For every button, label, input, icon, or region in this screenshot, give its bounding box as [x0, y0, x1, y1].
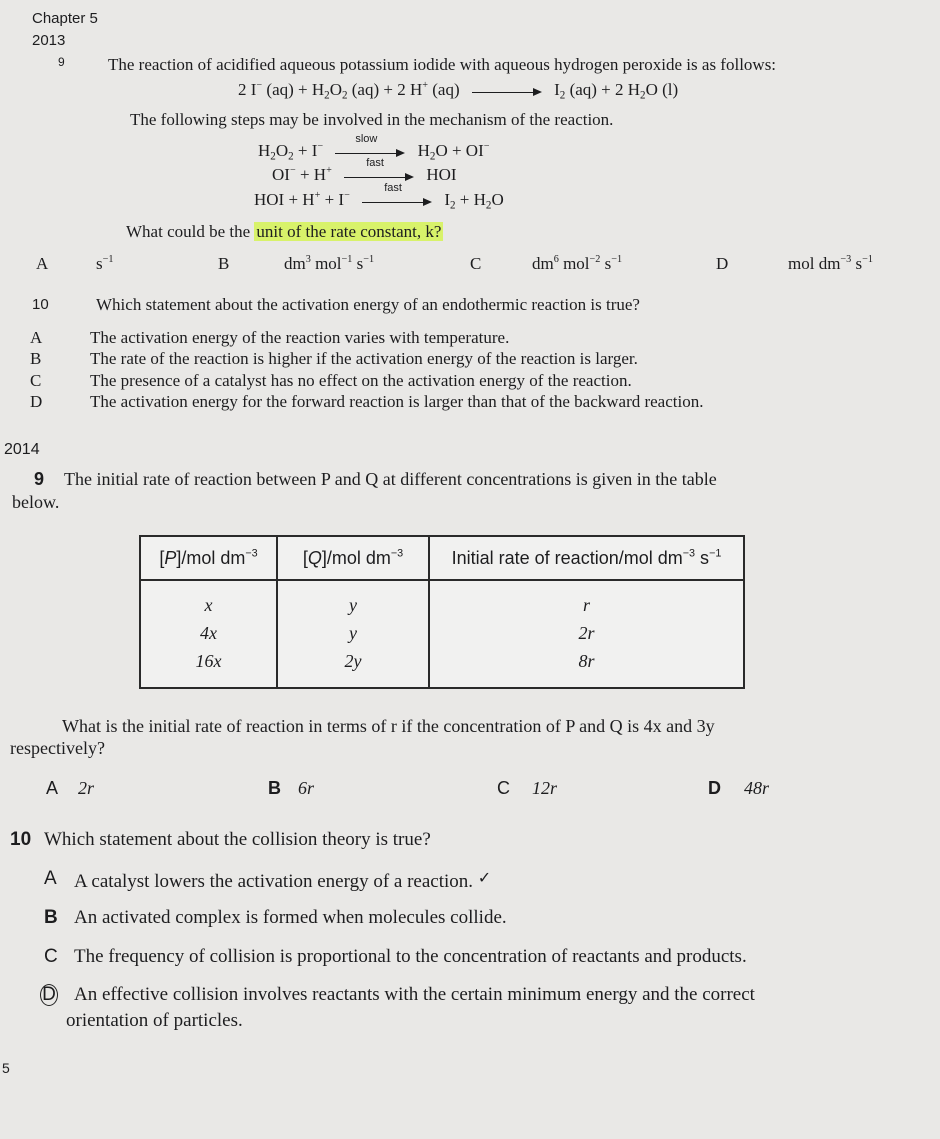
option-c-unit: $dm^6$ mol$^{-2}$ $s^{-1}$ [532, 253, 623, 273]
option-b-text: An activated complex is formed when molecules collide. [74, 907, 507, 928]
option-c-text: 12r [532, 778, 558, 798]
option-letter-a: A [36, 254, 49, 273]
table-cell: x [204, 595, 213, 615]
header-q: [Q]/mol $dm^{-3}$ [277, 536, 429, 580]
mechanism-step-3: HOI + H+ + I− fast $I_2 + H_2O$ [254, 182, 504, 212]
option-letter-c: C [44, 946, 58, 967]
year-2014-heading: 2014 [4, 441, 40, 458]
option-d-unit: mol $dm^{-3}$ $s^{-1}$ [788, 253, 873, 273]
q2014-10-number: 10 [10, 829, 32, 850]
p-column [140, 580, 277, 688]
option-d-text: The activation energy for the forward reaction is larger than that of the backward reaction. [90, 392, 704, 411]
option-letter-b: B [30, 349, 42, 368]
option-a-text: 2r [78, 778, 95, 798]
table-cell: y [349, 595, 357, 615]
header-rate: Initial rate of reaction/mol $dm^{-3}$ $s^{-1}$ [429, 536, 744, 580]
option-b-unit: $dm^3$ mol$^{-1}$ $s^{-1}$ [284, 253, 375, 273]
option-letter-b: B [44, 907, 58, 928]
option-letter-d: D [716, 254, 729, 273]
chapter-heading: Chapter 5 [32, 10, 98, 27]
option-letter-a: A [46, 778, 59, 798]
highlighted-text: unit of the rate constant, k? [256, 222, 442, 241]
arrow-icon [472, 84, 542, 98]
year-2013-heading: 2013 [32, 32, 66, 49]
option-d-text-continued: orientation of particles. [66, 1010, 243, 1031]
option-letter-b: B [268, 778, 281, 798]
option-letter-c: C [497, 778, 510, 798]
option-letter-d: D [30, 392, 43, 411]
option-letter-b: B [218, 254, 230, 273]
rate-table [139, 535, 745, 689]
option-b-text: The rate of the reaction is higher if the activation energy of the reaction is larger. [90, 349, 638, 368]
option-letter-c: C [470, 254, 482, 273]
slow-label: slow [355, 133, 378, 146]
option-letter-c: C [30, 371, 42, 390]
arrow-icon [362, 182, 432, 208]
option-a-text: The activation energy of the reaction varies with temperature. [90, 328, 510, 347]
mechanism-step-2: OI− + H+ fast HOI [272, 157, 457, 184]
option-a-label: A catalyst lowers the activation energy of a reaction. [74, 871, 474, 892]
table-cell: 2y [344, 651, 362, 671]
q2013-9-number: 9 [58, 55, 65, 69]
q2013-9-intro: The reaction of acidified aqueous potassium iodide with aqueous hydrogen peroxide is as follows: [108, 55, 777, 74]
table-cell: 16x [195, 651, 222, 671]
table-cell: 2r [578, 623, 595, 643]
option-d-text: 48r [744, 778, 770, 798]
option-d-text: An effective collision involves reactants with the certain minimum energy and the correct [74, 984, 755, 1005]
mechanism-step-1: $H_2O_2 + I^-$ slow $H_2O + OI^-$ [258, 133, 490, 163]
rate-column [429, 580, 744, 688]
question-text: What could be the [126, 222, 255, 241]
page-mark: 5 [2, 1060, 10, 1076]
q2014-9-question-line2: respectively? [10, 738, 105, 758]
option-letter-d-circled [44, 984, 58, 1006]
circled-answer-icon: D [40, 984, 58, 1006]
checkmark-icon: ✓ [477, 868, 492, 887]
option-letter-d: D [708, 778, 721, 798]
table-cell: r [582, 595, 590, 615]
q2013-10-number: 10 [32, 296, 49, 313]
option-b-text: 6r [298, 778, 315, 798]
option-a-text [74, 868, 491, 893]
option-letter-a: A [44, 868, 57, 889]
q2013-9-steps-intro: The following steps may be involved in the mechanism of the reaction. [130, 110, 614, 129]
q-column [277, 580, 429, 688]
table-cell: 4x [200, 623, 217, 643]
q2014-9-number: 9 [34, 469, 45, 489]
header-p: [P]/mol $dm^{-3}$ [140, 536, 277, 580]
table-cell: y [349, 623, 357, 643]
fast-label: fast [384, 182, 402, 195]
option-c-text: The frequency of collision is proportional to the concentration of reactants and products. [74, 946, 747, 967]
option-a-unit: $s^{-1}$ [96, 253, 114, 273]
option-letter-a: A [30, 328, 43, 347]
table-cell: 8r [578, 651, 595, 671]
q2013-10-question: Which statement about the activation energy of an endothermic reaction is true? [96, 295, 640, 314]
fast-label: fast [366, 157, 384, 170]
table-body [140, 580, 744, 688]
q2013-9-question [126, 222, 443, 242]
q2014-10-question: Which statement about the collision theory is true? [44, 829, 431, 850]
q2014-9-line2: below. [12, 492, 60, 512]
arrow-icon [344, 157, 414, 183]
overall-equation: 2 I− $(aq) + H_2O_2$ (aq) + 2 H+ (aq) $I_2$ (aq) + 2 $H_2O$ (l) [238, 79, 679, 102]
table-header-row [140, 536, 744, 580]
option-c-text: The presence of a catalyst has no effect on the activation energy of the reaction. [90, 371, 632, 390]
q2014-9-line1: The initial rate of reaction between P and Q at different concentrations is given in the table [64, 469, 717, 489]
q2014-9-question-line1: What is the initial rate of reaction in terms of r if the concentration of P and Q is 4x and 3y [62, 716, 715, 736]
